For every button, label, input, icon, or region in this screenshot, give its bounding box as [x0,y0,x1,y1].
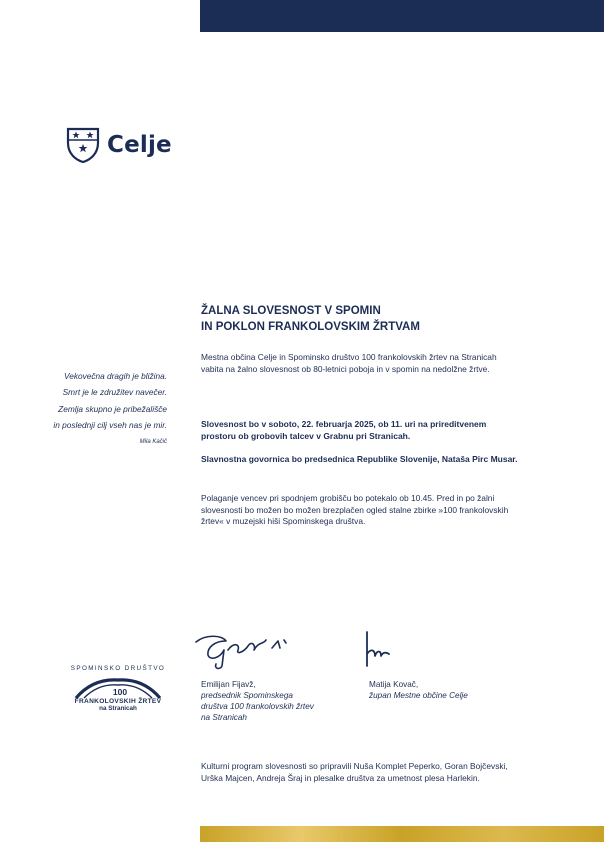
signatory-name: Matija Kovač, [369,680,419,689]
bottom-gold-bar [200,826,604,842]
celje-coat-of-arms-icon [66,127,100,163]
poem-line: Smrt je le združitev navečer. [62,387,167,398]
poem-quote [20,368,167,445]
signatory-role: društva 100 frankolovskih žrtev [201,702,314,711]
title-line-1: ŽALNA SLOVESNOST V SPOMIN [201,305,381,317]
top-navy-bar [200,0,604,32]
society-line-1: FRANKOLOVSKIH ŽRTEV [74,698,162,705]
signatory-role: na Stranicah [201,713,247,722]
wreath-paragraph: Polaganje vencev pri spodnjem grobišču bo potekalo ob 10.45. Pred in po žalni slovesnosti bo možen bo možen brezplačen ogled stalne zbirke »100 frankolovskih žrtev« v muzejski hiši Spominskega društva. [201,493,509,526]
cultural-program-note: Kulturni program slovesnosti so pripravili Nuša Komplet Peperko, Goran Bojčevski, Urška Majcen, Andreja Šraj in plesalke društva za umetnost plesa Harlekin. [201,761,508,783]
poem-author: Mila Kačič [139,439,167,446]
signature-fijavz [192,628,300,672]
speaker-paragraph: Slavnostna govornica bo predsednica Republike Slovenije, Nataša Pirc Musar. [201,454,518,464]
signature-block-left [201,679,314,723]
celje-logo [66,127,172,163]
signature-block-right [369,679,468,701]
event-date-paragraph: Slovesnost bo v soboto, 22. februarja 2025, ob 11. uri na prireditvenem prostoru ob grobovih talcev v Grabnu pri Stranicah. [201,419,487,441]
spominsko-drustvo-logo [62,665,174,712]
logo-text: Celje [107,132,172,158]
intro-paragraph: Mestna občina Celje in Spominsko društvo 100 frankolovskih žrtev na Stranicah vabita na žalno slovesnost ob 80-letnici poboja in v spomin na nedolžne žrtve. [201,352,497,374]
poem-line: Zemlja skupno je pribežališče [58,403,167,414]
society-title: SPOMINSKO DRUŠTVO [70,665,166,672]
society-number: 100 [112,687,128,697]
page-title [201,303,561,335]
signatory-role: župan Mestne občine Celje [369,691,468,700]
society-line-2: na Stranicah [99,705,137,712]
poem-line: in poslednji cilj vseh nas je mir. [53,419,167,430]
title-line-2: IN POKLON FRANKOLOVSKIM ŽRTVAM [201,321,420,333]
mountain-emblem-icon [62,674,174,700]
signatory-role: predsednik Spominskega [201,691,293,700]
signatory-name: Emilijan Fijavž, [201,680,256,689]
signature-kovac [357,630,397,674]
poem-line: Vekovečna dragih je bližina. [63,371,167,381]
